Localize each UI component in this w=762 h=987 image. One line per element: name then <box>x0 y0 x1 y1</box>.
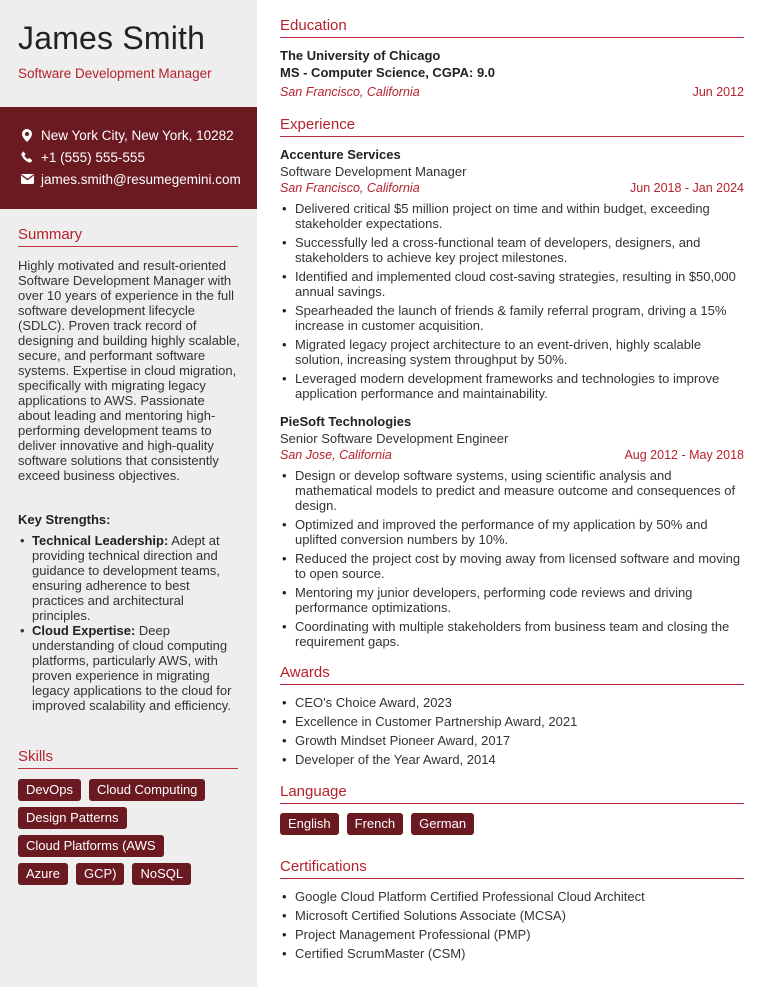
contact-location-text: New York City, New York, 10282 <box>41 127 234 143</box>
contact-phone <box>20 146 257 168</box>
job-bullets <box>280 468 744 649</box>
job-bullet: • Mentoring my junior developers, performing code reviews and driving performance optimizations. <box>280 585 744 615</box>
skill-tag: NoSQL <box>132 863 191 885</box>
experience-job <box>280 414 744 653</box>
skill-tag: Cloud Computing <box>89 779 205 801</box>
job-bullet: • Successfully led a cross-functional team of developers, designers, and stakeholders to achieve key project milestones. <box>280 235 744 265</box>
skill-tag: Design Patterns <box>18 807 127 829</box>
awards-list <box>280 695 744 771</box>
awards-heading: Awards <box>280 664 744 685</box>
key-strength-text: Adept at providing technical direction and guidance to development teams, ensuring adherence to best practices and architectural principles. <box>32 533 220 623</box>
education-entry <box>280 48 744 99</box>
award-item: • CEO's Choice Award, 2023 <box>280 695 744 710</box>
job-location: San Francisco, California <box>280 181 420 195</box>
award-item: • Excellence in Customer Partnership Award, 2021 <box>280 714 744 729</box>
education-degree: MS - Computer Science, CGPA: 9.0 <box>280 65 496 80</box>
skill-tag: DevOps <box>18 779 81 801</box>
language-heading: Language <box>280 783 744 804</box>
job-location: San Jose, California <box>280 448 392 462</box>
certification-item: • Certified ScrumMaster (CSM) <box>280 946 744 961</box>
key-strengths-heading: Key Strengths: <box>18 512 111 527</box>
job-bullet: • Identified and implemented cloud cost-saving strategies, resulting in $50,000 annual savings. <box>280 269 744 299</box>
education-school: The University of Chicago <box>280 48 441 63</box>
job-bullet: • Optimized and improved the performance of my application by 50% and uplifted conversion numbers by 10%. <box>280 517 744 547</box>
language-tag: German <box>411 813 474 835</box>
education-location: San Francisco, California <box>280 85 420 99</box>
job-bullet: • Design or develop software systems, using scientific analysis and mathematical models to predict and measure outcome and consequences of design. <box>280 468 744 513</box>
certification-item: • Google Cloud Platform Certified Professional Cloud Architect <box>280 889 744 904</box>
skill-tag: GCP) <box>76 863 125 885</box>
candidate-role: Software Development Manager <box>18 66 212 81</box>
contact-panel <box>0 107 257 209</box>
language-tag: French <box>347 813 403 835</box>
job-title: Senior Software Development Engineer <box>280 431 509 446</box>
key-strength-label: Technical Leadership: <box>32 533 169 548</box>
certifications-heading: Certifications <box>280 858 744 879</box>
language-tag: English <box>280 813 339 835</box>
certification-item: • Microsoft Certified Solutions Associate (MCSA) <box>280 908 744 923</box>
candidate-name: James Smith <box>18 20 206 56</box>
key-strengths-list <box>18 533 240 713</box>
job-title: Software Development Manager <box>280 164 467 179</box>
job-bullet: • Migrated legacy project architecture to an event-driven, highly scalable solution, increasing system throughput by 50%. <box>280 337 744 367</box>
job-company: PieSoft Technologies <box>280 414 412 429</box>
job-bullet: • Coordinating with multiple stakeholders from business team and closing the requirement gaps. <box>280 619 744 649</box>
job-bullet: • Reduced the project cost by moving away from licensed software and moving to open source. <box>280 551 744 581</box>
map-pin-icon <box>20 128 34 142</box>
job-bullet: • Leveraged modern development frameworks and technologies to improve application performance and maintainability. <box>280 371 744 401</box>
summary-text: Highly motivated and result-oriented Software Development Manager with over 10 years of experience in the full software development lifecycle (SDLC). Proven track record of designing and building highly scalable, secure, and performant software systems. Expertise in cloud migration, specifically with migrating legacy applications to AWS. Passionate about leading and mentoring high-performing development teams to deliver innovative and high-quality software solutions that consistently exceed business objectives. <box>18 258 240 483</box>
education-heading: Education <box>280 17 744 38</box>
language-tags <box>280 813 744 841</box>
resume-header <box>0 0 257 107</box>
award-item: • Developer of the Year Award, 2014 <box>280 752 744 767</box>
contact-location <box>20 124 257 146</box>
contact-email[interactable] <box>20 168 257 190</box>
skill-tag: Azure <box>18 863 68 885</box>
job-meta <box>280 181 744 195</box>
skills-heading: Skills <box>18 748 238 769</box>
certifications-list <box>280 889 744 965</box>
certification-item: • Project Management Professional (PMP) <box>280 927 744 942</box>
skill-tag: Cloud Platforms (AWS <box>18 835 164 857</box>
summary-heading: Summary <box>18 226 238 247</box>
education-date: Jun 2012 <box>692 85 744 99</box>
experience-job <box>280 147 744 405</box>
job-dates: Aug 2012 - May 2018 <box>624 448 744 462</box>
phone-icon <box>20 150 34 164</box>
experience-heading: Experience <box>280 116 744 137</box>
contact-phone-text: +1 (555) 555-555 <box>41 149 145 165</box>
job-meta <box>280 448 744 462</box>
key-strength-item <box>18 533 240 623</box>
contact-email-text[interactable]: james.smith@resumegemini.com <box>41 171 241 187</box>
key-strength-item <box>18 623 240 713</box>
job-dates: Jun 2018 - Jan 2024 <box>630 181 744 195</box>
job-bullet: • Delivered critical $5 million project on time and within budget, exceeding stakeholder expectations. <box>280 201 744 231</box>
education-meta <box>280 85 744 99</box>
award-item: • Growth Mindset Pioneer Award, 2017 <box>280 733 744 748</box>
skills-tags <box>18 779 248 891</box>
job-company: Accenture Services <box>280 147 401 162</box>
key-strength-text: Deep understanding of cloud computing platforms, particularly AWS, with proven experience in migrating legacy applications to the cloud for improved scalability and efficiency. <box>32 623 232 713</box>
envelope-icon <box>20 172 34 186</box>
job-bullet: • Spearheaded the launch of friends & family referral program, driving a 15% increase in customer acquisition. <box>280 303 744 333</box>
key-strength-label: Cloud Expertise: <box>32 623 136 638</box>
job-bullets <box>280 201 744 401</box>
